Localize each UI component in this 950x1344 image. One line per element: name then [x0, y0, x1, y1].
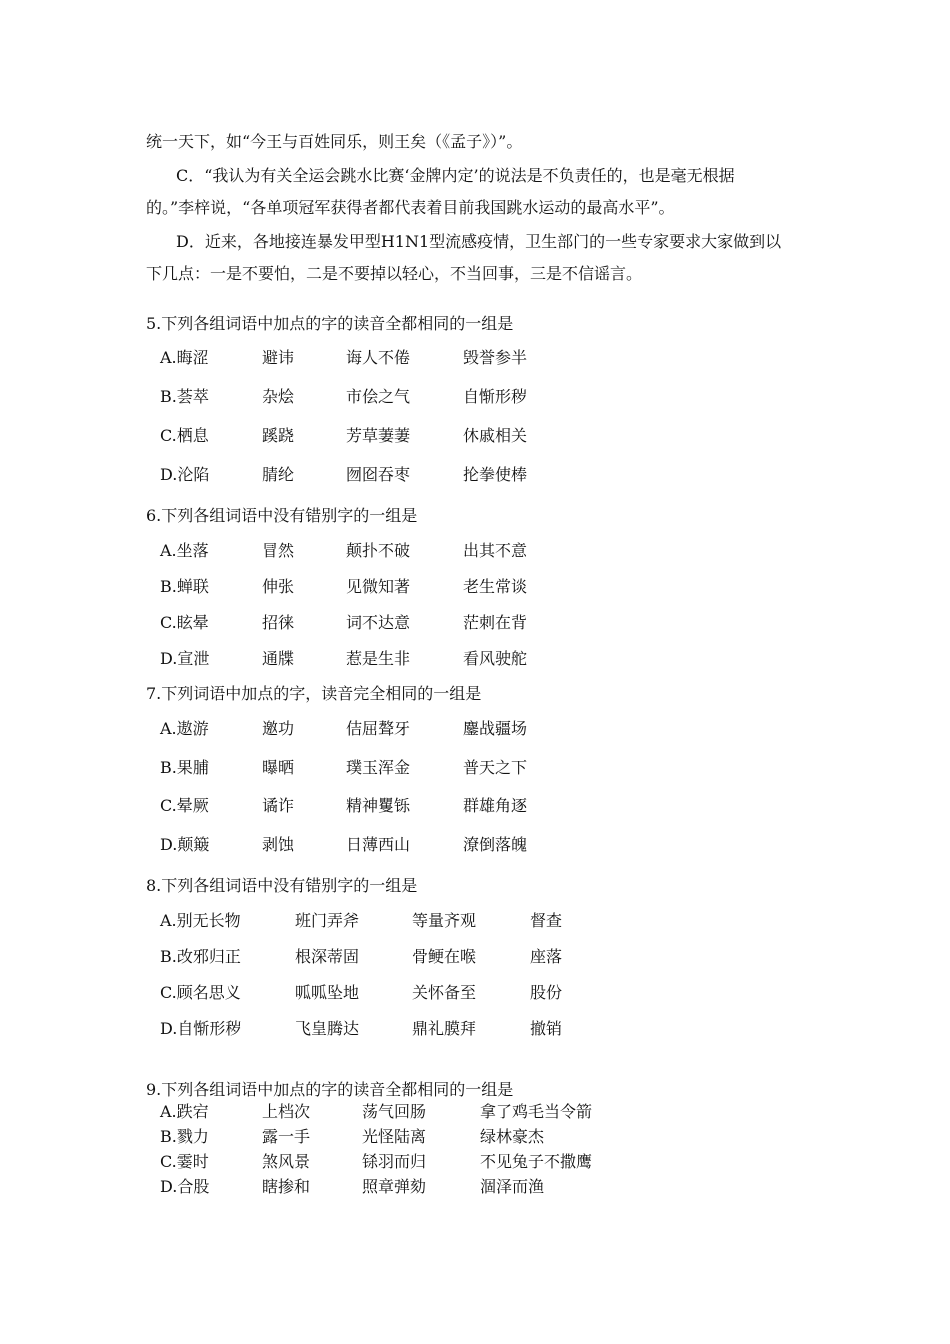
option-cell: 拿了鸡毛当令箭 — [480, 1102, 593, 1121]
option-d-line: 下几点：一是不要怕，二是不要掉以轻心，不当回事，三是不信谣言。 — [146, 264, 643, 283]
option-cell: 蹊跷 — [262, 426, 295, 445]
option-cell: 精神矍铄 — [346, 796, 411, 815]
option-cell: 伸张 — [262, 577, 295, 596]
option-cell: 腈纶 — [262, 465, 295, 484]
option-cell: C.栖息 — [160, 426, 209, 445]
option-cell: 剥蚀 — [262, 835, 295, 854]
option-cell: 光怪陆离 — [362, 1127, 427, 1146]
option-cell: 日薄西山 — [346, 835, 411, 854]
option-cell: A.遨游 — [160, 719, 209, 738]
option-cell: A.坐落 — [160, 541, 209, 560]
option-cell: 露一手 — [262, 1127, 311, 1146]
option-cell: 煞风景 — [262, 1152, 311, 1171]
option-cell: 督查 — [530, 911, 563, 930]
option-cell: 股份 — [530, 983, 563, 1002]
option-cell: C.眩晕 — [160, 613, 209, 632]
option-cell: 鏖战疆场 — [463, 719, 528, 738]
option-cell: 绿林豪杰 — [480, 1127, 545, 1146]
option-cell: 自惭形秽 — [463, 387, 528, 406]
option-cell: 通牒 — [262, 649, 295, 668]
option-cell: 照章弹劾 — [362, 1177, 427, 1196]
option-cell: D.合股 — [160, 1177, 210, 1196]
option-cell: B.果脯 — [160, 758, 209, 777]
option-cell: 等量齐观 — [412, 911, 477, 930]
option-cell: 涸泽而渔 — [480, 1177, 545, 1196]
option-cell: A.别无长物 — [160, 911, 241, 930]
option-cell: 词不达意 — [346, 613, 411, 632]
option-cell: 曝晒 — [262, 758, 295, 777]
option-cell: 谲诈 — [262, 796, 295, 815]
option-cell: 铩羽而归 — [362, 1152, 427, 1171]
option-cell: B.荟萃 — [160, 387, 209, 406]
option-cell: 瞎掺和 — [262, 1177, 311, 1196]
option-cell: 老生常谈 — [463, 577, 528, 596]
option-cell: 邀功 — [262, 719, 295, 738]
question-stem: 9.下列各组词语中加点的字的读音全都相同的一组是 — [146, 1080, 514, 1099]
option-cell: 普天之下 — [463, 758, 528, 777]
option-cell: 茫刺在背 — [463, 613, 528, 632]
question-stem: 7.下列词语中加点的字，读音完全相同的一组是 — [146, 684, 482, 703]
option-cell: D.自惭形秽 — [160, 1019, 242, 1038]
option-cell: 骨鲠在喉 — [412, 947, 477, 966]
option-cell: 群雄角逐 — [463, 796, 528, 815]
option-cell: 呱呱坠地 — [295, 983, 360, 1002]
option-cell: 上档次 — [262, 1102, 311, 1121]
option-cell: 撤销 — [530, 1019, 563, 1038]
option-cell: B.改邪归正 — [160, 947, 241, 966]
option-cell: 座落 — [530, 947, 563, 966]
option-cell: B.蝉联 — [160, 577, 209, 596]
option-cell: 颠扑不破 — [346, 541, 411, 560]
option-cell: 毁誉参半 — [463, 348, 528, 367]
option-cell: 招徕 — [262, 613, 295, 632]
option-cell: C.霎时 — [160, 1152, 209, 1171]
intro-line: 统一天下，如“今王与百姓同乐，则王矣（《孟子》）”。 — [146, 132, 523, 151]
option-cell: 不见兔子不撒鹰 — [480, 1152, 593, 1171]
option-cell: C.晕厥 — [160, 796, 209, 815]
option-cell: 关怀备至 — [412, 983, 477, 1002]
option-cell: 鼎礼膜拜 — [412, 1019, 477, 1038]
option-cell: 抡拳使棒 — [463, 465, 528, 484]
option-cell: 根深蒂固 — [295, 947, 360, 966]
option-c-line: C．“我认为有关全运会跳水比赛‘金牌内定’的说法是不负责任的，也是毫无根据 — [176, 166, 735, 185]
option-cell: 潦倒落魄 — [463, 835, 528, 854]
question-stem: 8.下列各组词语中没有错别字的一组是 — [146, 876, 418, 895]
option-cell: 诲人不倦 — [346, 348, 411, 367]
option-cell: A.晦涩 — [160, 348, 209, 367]
option-cell: B.戮力 — [160, 1127, 209, 1146]
option-cell: A.跌宕 — [160, 1102, 209, 1121]
option-cell: 杂烩 — [262, 387, 295, 406]
option-cell: 市侩之气 — [346, 387, 411, 406]
option-cell: D.宣泄 — [160, 649, 210, 668]
option-cell: 璞玉浑金 — [346, 758, 411, 777]
option-cell: 见微知著 — [346, 577, 411, 596]
option-cell: 避讳 — [262, 348, 295, 367]
option-c-line: 的。”李梓说，“各单项冠军获得者都代表着目前我国跳水运动的最高水平”。 — [146, 198, 675, 217]
option-cell: 看风驶舵 — [463, 649, 528, 668]
question-stem: 5.下列各组词语中加点的字的读音全都相同的一组是 — [146, 314, 514, 333]
option-cell: 班门弄斧 — [295, 911, 360, 930]
option-cell: 休戚相关 — [463, 426, 528, 445]
option-d-line: D．近来，各地接连暴发甲型H1N1型流感疫情，卫生部门的一些专家要求大家做到以 — [176, 232, 782, 251]
option-cell: D.沦陷 — [160, 465, 210, 484]
option-cell: D.颠簸 — [160, 835, 210, 854]
option-cell: 佶屈聱牙 — [346, 719, 411, 738]
option-cell: C.顾名思义 — [160, 983, 241, 1002]
option-cell: 飞皇腾达 — [295, 1019, 360, 1038]
option-cell: 惹是生非 — [346, 649, 411, 668]
option-cell: 囫囵吞枣 — [346, 465, 411, 484]
option-cell: 芳草萋萋 — [346, 426, 411, 445]
option-cell: 荡气回肠 — [362, 1102, 427, 1121]
option-cell: 出其不意 — [463, 541, 528, 560]
question-stem: 6.下列各组词语中没有错别字的一组是 — [146, 506, 418, 525]
option-cell: 冒然 — [262, 541, 295, 560]
